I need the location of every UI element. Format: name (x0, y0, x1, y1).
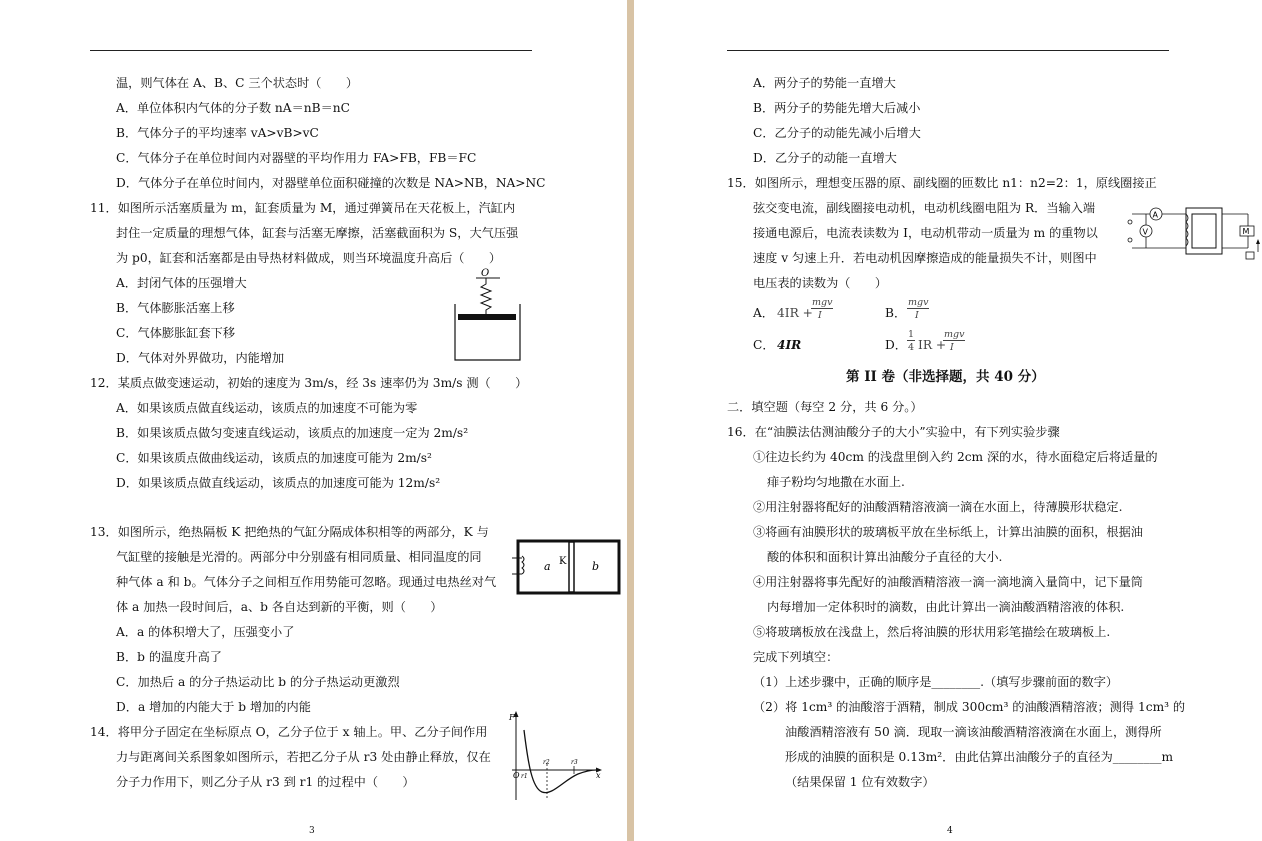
text-line: （结果保留 1 位有效数字） (785, 775, 935, 789)
text-line: 为 p0，缸套和活塞都是由导热材料做成，则当环境温度升高后（ ） (116, 251, 502, 265)
option-c: C．气体分子在单位时间内对器壁的平均作用力 FA>FB，FB＝FC (116, 151, 477, 165)
option-b: B．两分子的势能先增大后减小 (753, 101, 921, 115)
step-4: ④用注射器将事先配好的油酸酒精溶液一滴一滴地滴入量筒中，记下量筒 (753, 575, 1143, 589)
section-title: 第 II 卷（非选择题，共 40 分） (846, 369, 1045, 385)
fig13-label-k: K (559, 556, 567, 567)
fig14-label-f: F (509, 713, 515, 722)
question-12: 12．某质点做变速运动，初始的速度为 3m/s，经 3s 速率仍为 3m/s 测（ ） (90, 376, 528, 390)
step-1: ①往边长约为 40cm 的浅盘里倒入约 2cm 深的水，待水面稳定后将适量的 (753, 450, 1158, 464)
text-line: 完成下列填空： (753, 650, 839, 664)
text-line: 电压表的读数为（ ） (753, 276, 888, 290)
option-c: C．乙分子的动能先减小后增大 (753, 126, 921, 140)
section-heading: 二．填空题（每空 2 分，共 6 分。） (727, 400, 923, 414)
fig14-label-r1: r1 (521, 773, 528, 780)
option-a: A．两分子的势能一直增大 (753, 76, 896, 90)
text-line: 接通电源后，电流表读数为 I，电动机带动一质量为 m 的重物以 (753, 226, 1098, 240)
step-2: ②用注射器将配好的油酸酒精溶液滴一滴在水面上，待薄膜形状稳定. (753, 500, 1123, 514)
question-15: 15．如图所示，理想变压器的原、副线圈的匝数比 n1：n2=2：1，原线圈接正 (727, 176, 1157, 190)
step-5: ⑤将玻璃板放在浅盘上，然后将油膜的形状用彩笔描绘在玻璃板上. (753, 625, 1111, 639)
page-number: 4 (947, 826, 953, 836)
text-line: 温，则气体在 A、B、C 三个状态时（ ） (116, 76, 359, 90)
option-b: B．气体分子的平均速率 vA>vB>vC (116, 126, 319, 140)
page-number: 3 (309, 826, 315, 836)
option-c: C．加热后 a 的分子热运动比 b 的分子热运动更激烈 (116, 675, 400, 689)
text-line: 酸的体积和面积计算出油酸分子直径的大小. (767, 550, 1003, 564)
text-line: 内每增加一定体积时的滴数，由此计算出一滴油酸酒精溶液的体积. (767, 600, 1125, 614)
option-d: D．气体对外界做功，内能增加 (116, 351, 285, 365)
voltmeter-label: V (1142, 227, 1148, 237)
question-11: 11．如图所示活塞质量为 m，缸套质量为 M，通过弹簧吊在天花板上，汽缸内 (90, 201, 516, 215)
text-line: 封住一定质量的理想气体，缸套与活塞无摩擦，活塞截面积为 S，大气压强 (116, 226, 519, 240)
option-d: D．气体分子在单位时间内，对器壁单位面积碰撞的次数是 NA>NB，NA>NC (116, 176, 546, 190)
ammeter-label: A (1152, 210, 1158, 220)
fig13-label-a: a (544, 560, 551, 573)
question-13: 13．如图所示，绝热隔板 K 把绝热的气缸分隔成体积相等的两部分，K 与 (90, 525, 489, 539)
motor-label: M (1242, 227, 1250, 236)
right-page: A．两分子的势能一直增大 B．两分子的势能先增大后减小 C．乙分子的动能先减小后增大 D．乙分子的动能一直增大 15．如图所示，理想变压器的原、副线圈的匝数比 n1：n2=2：1，原线圈接正 弦交变电流，副线圈接电动机，电动机线圈电阻为 R．当输入端 接通电源后，电流表读数为 I，电动机带动一质量为 m 的重物以 速度 v 匀速上升．若电动机因摩擦造成的能量损失不计，则图中 电压表的读数为（ ） A V M A． 4IR + mgv I B． mgv I C． 4IR D． 1 4 IR + mgv I 第 II 卷（非选择题，共 40 分） 二．填空题（每空 2 分，共 6 分。） 16．在“油膜法估测油酸分子的大小”实验中，有下列实验步骤 ①往边长约为 40cm 的浅盘里倒入约 2cm 深的水，待水面稳定后将适量的 痱子粉均匀地撒在水面上. ②用注射器将配好的油酸酒精溶液滴一滴在水面上，待薄膜形状稳定. ③将画有油膜形状的玻璃板平放在坐标纸上，计算出油膜的面积，根据油 酸的体积和面积计算出油酸分子直径的大小. ④用注射器将事先配好的油酸酒精溶液一滴一滴地滴入量筒中，记下量筒 内每增加一定体积时的滴数，由此计算出一滴油酸酒精溶液的体积. ⑤将玻璃板放在浅盘上，然后将油膜的形状用彩笔描绘在玻璃板上. 完成下列填空： （1）上述步骤中，正确的顺序是________.（填写步骤前面的数字） （2）将 1cm³ 的油酸溶于酒精，制成 300cm³ 的油酸酒精溶液；测得 1cm³ 的 油酸酒精溶液有 50 滴．现取一滴该油酸酒精溶液滴在水面上，测得所 形成的油膜的面积是 0.13m²．由此估算出油酸分子的直径为________m （结果保留 1 位有效数字） 4 (634, 0, 1262, 841)
left-page (0, 0, 627, 841)
fill-blank-2: （2）将 1cm³ 的油酸溶于酒精，制成 300cm³ 的油酸酒精溶液；测得 1cm³ 的 (753, 700, 1186, 714)
fig14-label-o: O (513, 771, 520, 780)
text-line: 体 a 加热一段时间后，a、b 各自达到新的平衡，则（ ） (116, 600, 443, 614)
text-line: 分子力作用下，则乙分子从 r3 到 r1 的过程中（ ） (116, 775, 415, 789)
option-b: B．如果该质点做匀变速直线运动，该质点的加速度一定为 2m/s² (116, 426, 469, 440)
fill-blank-1: （1）上述步骤中，正确的顺序是________.（填写步骤前面的数字） (753, 675, 1119, 689)
text-line: 油酸酒精溶液有 50 滴．现取一滴该油酸酒精溶液滴在水面上，测得所 (785, 725, 1162, 739)
fig11-label-o: O (481, 268, 490, 279)
insulated-cylinder-figure (510, 538, 622, 596)
text-line: 速度 v 匀速上升．若电动机因摩擦造成的能量损失不计，则图中 (753, 251, 1097, 265)
text-line: 痱子粉均匀地撒在水面上. (767, 475, 905, 489)
fig14-label-r2: r2 (543, 759, 550, 766)
transformer-circuit-figure (1122, 200, 1262, 262)
step-3: ③将画有油膜形状的玻璃板平放在坐标纸上，计算出油膜的面积，根据油 (753, 525, 1143, 539)
header-rule (90, 50, 532, 51)
fig14-label-r3: r3 (571, 759, 578, 766)
option-d: D．乙分子的动能一直增大 (753, 151, 897, 165)
header-rule (727, 50, 1169, 51)
page-gutter (627, 0, 634, 841)
text-line: 种气体 a 和 b。气体分子之间相互作用势能可忽略。现通过电热丝对气 (116, 575, 497, 589)
option-a: A．a 的体积增大了，压强变小了 (116, 625, 295, 639)
question-14: 14．将甲分子固定在坐标原点 O，乙分子位于 x 轴上。甲、乙分子间作用 (90, 725, 488, 739)
text-line: 气缸壁的接触是光滑的。两部分中分别盛有相同质量、相同温度的同 (116, 550, 482, 564)
option-d: D．如果该质点做直线运动，该质点的加速度可能为 12m/s² (116, 476, 441, 490)
option-c: C．气体膨胀缸套下移 (116, 326, 236, 340)
option-b: B．b 的温度升高了 (116, 650, 222, 664)
option-d: D．a 增加的内能大于 b 增加的内能 (116, 700, 311, 714)
text-line: 力与距离间关系图象如图所示，若把乙分子从 r3 处由静止释放，仅在 (116, 750, 491, 764)
cylinder-spring-figure (450, 266, 528, 364)
question-16: 16．在“油膜法估测油酸分子的大小”实验中，有下列实验步骤 (727, 425, 1060, 439)
option-a: A．封闭气体的压强增大 (116, 276, 247, 290)
option-a: A．如果该质点做直线运动，该质点的加速度不可能为零 (116, 401, 418, 415)
text-line: 弦交变电流，副线圈接电动机，电动机线圈电阻为 R．当输入端 (753, 201, 1096, 215)
fig13-label-b: b (592, 560, 600, 573)
option-c: C．如果该质点做曲线运动，该质点的加速度可能为 2m/s² (116, 451, 432, 465)
text-line: 形成的油膜的面积是 0.13m²．由此估算出油酸分子的直径为________m (785, 750, 1174, 764)
option-b: B．气体膨胀活塞上移 (116, 301, 235, 315)
option-a: A．单位体积内气体的分子数 nA＝nB＝nC (116, 101, 350, 115)
fig14-label-x: x (596, 771, 601, 780)
force-distance-graph (506, 708, 604, 804)
